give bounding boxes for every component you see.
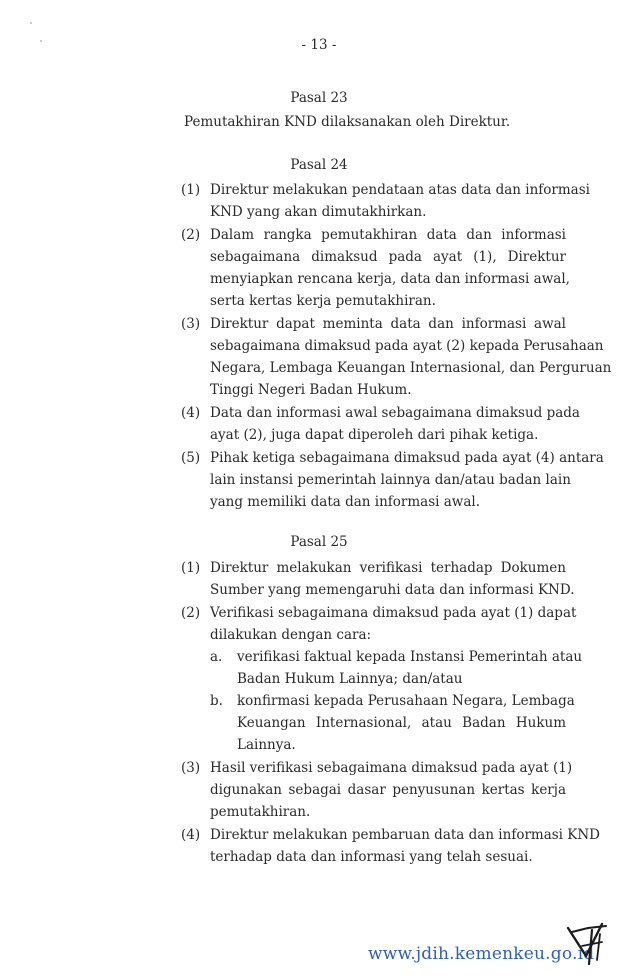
p25-item-3-line-2: digunakan sebagai dasar penyusunan kertas kerja [210,782,566,798]
scan-speck [40,40,42,42]
pasal-24-heading: Pasal 24 [290,157,348,173]
p24-item-5-number: (5) [181,450,201,466]
p25-item-4-line-2: terhadap data dan informasi yang telah sesuai. [210,849,533,865]
p25-item-1-line-2: Sumber yang memengaruhi data dan informasi KND. [210,582,575,598]
p25-sub-b-line-2: Keuangan Internasional, atau Badan Hukum [237,715,566,731]
pasal-23-heading: Pasal 23 [290,90,348,106]
p25-sub-a-line-2: Badan Hukum Lainnya; dan/atau [237,671,463,687]
p25-item-3-number: (3) [181,760,201,776]
p25-item-3-line-3: pemutakhiran. [210,804,311,820]
p25-item-2-line-2: dilakukan dengan cara: [210,627,372,643]
p24-item-2-line-3: menyiapkan rencana kerja, data dan informasi awal, [210,271,570,287]
pasal-23-text: Pemutakhiran KND dilaksanakan oleh Direktur. [184,114,511,130]
p24-item-3-line-4: Tinggi Negeri Badan Hukum. [210,382,412,398]
p24-item-3-line-2: sebagaimana dimaksud pada ayat (2) kepada Perusahaan [210,338,604,354]
p24-item-4-line-2: ayat (2), juga dapat diperoleh dari pihak ketiga. [210,427,539,443]
p24-item-3-number: (3) [181,316,201,332]
p25-sub-b-line-3: Lainnya. [237,737,296,753]
p25-item-4-line-1: Direktur melakukan pembaruan data dan informasi KND [210,827,601,843]
p24-item-5-line-2: lain instansi pemerintah lainnya dan/atau badan lain [210,472,571,488]
scan-speck [30,22,32,24]
p24-item-5-line-1: Pihak ketiga sebagaimana dimaksud pada ayat (4) antara [210,450,604,466]
pasal-25-heading: Pasal 25 [290,534,348,550]
p24-item-1-line-2: KND yang akan dimutakhirkan. [210,204,427,220]
p25-sub-b-label: b. [210,693,223,709]
p24-item-3-line-3: Negara, Lembaga Keuangan Internasional, dan Perguruan [210,360,612,376]
p24-item-4-line-1: Data dan informasi awal sebagaimana dimaksud pada [210,405,580,421]
p25-item-1-number: (1) [181,560,201,576]
p24-item-2-line-4: serta kertas kerja pemutakhiran. [210,293,436,309]
p25-item-3-line-1: Hasil verifikasi sebagaimana dimaksud pada ayat (1) [210,760,573,776]
p24-item-2-number: (2) [181,227,201,243]
p24-item-5-line-3: yang memiliki data dan informasi awal. [210,494,481,510]
p25-sub-a-label: a. [210,649,223,665]
p25-item-2-number: (2) [181,605,201,621]
page-number: - 13 - [301,37,337,53]
p24-item-1-number: (1) [181,182,201,198]
paraf-signature-icon [562,920,612,970]
p24-item-3-line-1: Direktur dapat meminta data dan informasi awal [210,316,566,332]
p24-item-2-line-2: sebagaimana dimaksud pada ayat (1), Direktur [210,249,566,265]
p25-item-1-line-1: Direktur melakukan verifikasi terhadap Dokumen [210,560,566,576]
p24-item-4-number: (4) [181,405,201,421]
p25-item-4-number: (4) [181,827,201,843]
p24-item-1-line-1: Direktur melakukan pendataan atas data dan informasi [210,182,590,198]
footer-url[interactable]: www.jdih.kemenkeu.go.id [368,944,595,964]
p25-sub-b-line-1: konfirmasi kepada Perusahaan Negara, Lembaga [237,693,575,709]
p25-sub-a-line-1: verifikasi faktual kepada Instansi Pemerintah atau [237,649,583,665]
p24-item-2-line-1: Dalam rangka pemutakhiran data dan informasi [210,227,566,243]
p25-item-2-line-1: Verifikasi sebagaimana dimaksud pada ayat (1) dapat [210,605,577,621]
